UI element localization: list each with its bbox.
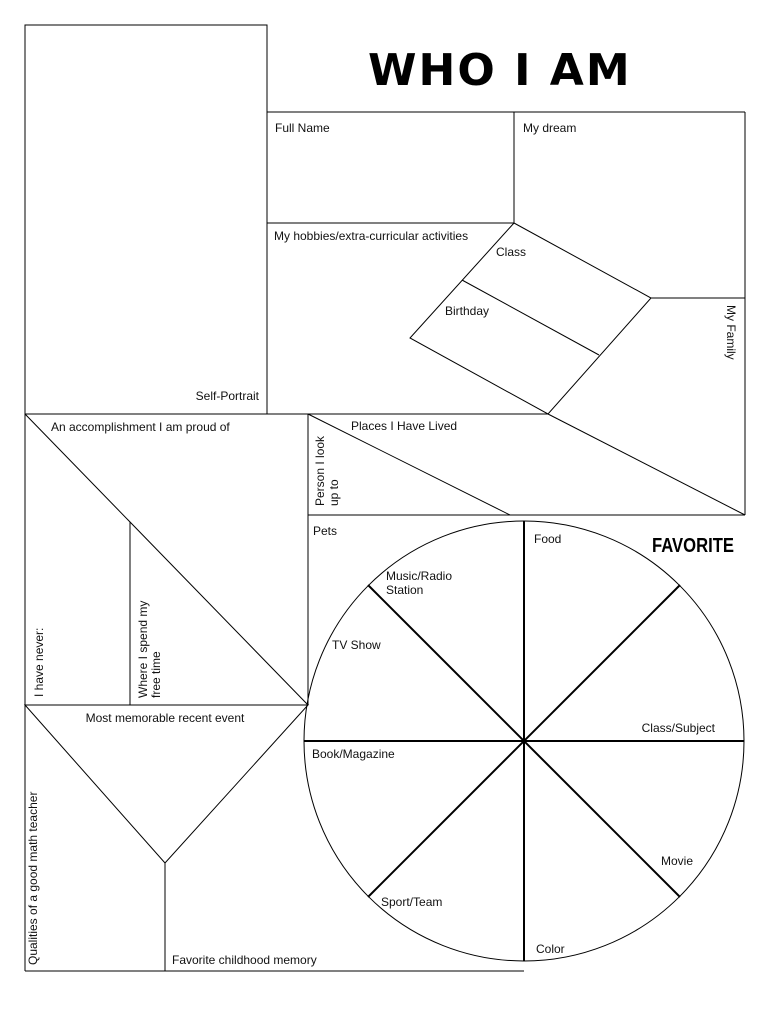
- person-look-up-label: [313, 433, 341, 506]
- favorite-class-subject-label: Class/Subject: [641, 721, 715, 735]
- favorite-food-label: Food: [534, 532, 562, 546]
- self-portrait-label: Self-Portrait: [195, 389, 259, 403]
- class-birthday-shape: [410, 223, 651, 414]
- favorite-tv-show-label: TV Show: [332, 638, 381, 652]
- birthday-label: Birthday: [445, 304, 490, 318]
- person-look-up-line1: Person I look: [313, 435, 327, 506]
- favorite-book-magazine-label: Book/Magazine: [312, 747, 395, 761]
- hobbies-label: My hobbies/extra-curricular activities: [274, 229, 469, 243]
- self-portrait-box: [25, 25, 267, 414]
- free-time-line1: Where I spend my: [136, 600, 150, 698]
- my-dream-label: My dream: [523, 121, 577, 135]
- places-lived-label: Places I Have Lived: [351, 419, 458, 433]
- page-title: WHO I AM: [368, 45, 632, 96]
- favorite-heading: FAVORITE: [652, 535, 734, 557]
- accomplishment-label: An accomplishment I am proud of: [51, 420, 230, 434]
- favorite-movie-label: Movie: [661, 854, 694, 868]
- class-label: Class: [496, 245, 527, 259]
- family-diagonal: [548, 414, 745, 515]
- pets-label: Pets: [313, 524, 338, 538]
- favorite-color-label: Color: [536, 942, 565, 956]
- person-look-up-line2: up to: [327, 479, 341, 506]
- i-have-never-label: I have never:: [32, 627, 46, 697]
- childhood-memory-label: Favorite childhood memory: [172, 953, 317, 967]
- full-name-label: Full Name: [275, 121, 330, 135]
- favorite-music-line1: Music/Radio: [386, 569, 453, 583]
- free-time-label: [136, 597, 163, 698]
- my-family-label: My Family: [724, 305, 738, 360]
- memorable-event-triangle: [25, 705, 308, 863]
- free-time-line2: free time: [149, 651, 163, 698]
- favorite-music-label: [386, 569, 455, 597]
- favorite-music-line2: Station: [386, 583, 424, 597]
- math-teacher-label: Qualities of a good math teacher: [26, 791, 40, 965]
- favorite-sport-team-label: Sport/Team: [381, 895, 443, 909]
- accomplishment-diagonal: [25, 414, 308, 705]
- memorable-event-label: Most memorable recent event: [85, 711, 245, 725]
